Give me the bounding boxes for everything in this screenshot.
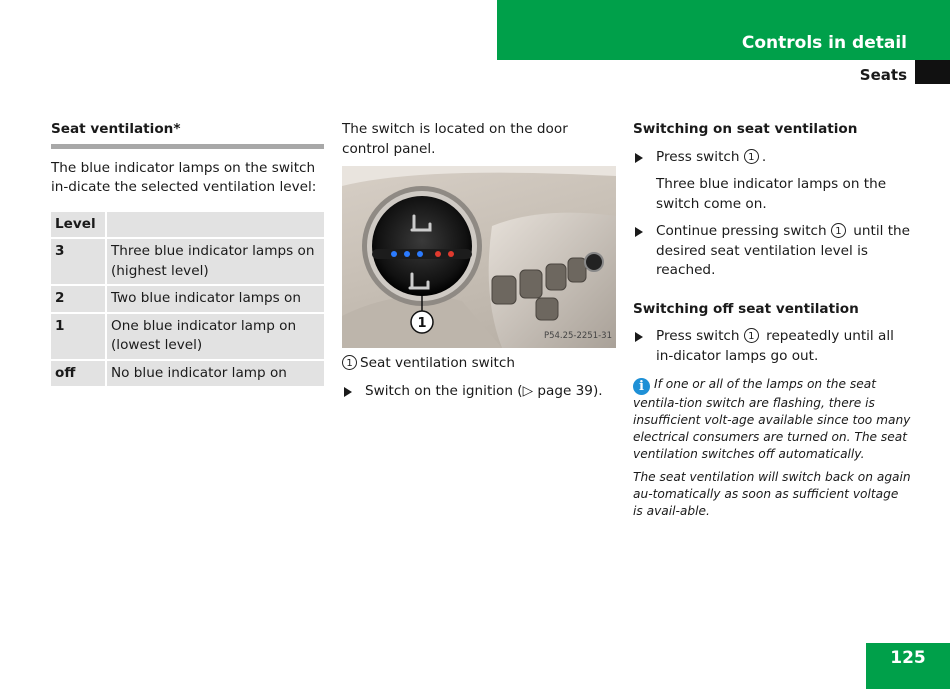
result-text: Three blue indicator lamps on the switch come on. — [656, 176, 887, 212]
table-header-empty — [105, 212, 324, 238]
switching-on-heading: Switching on seat ventilation — [633, 121, 858, 137]
seat-ventilation-heading: Seat ventilation* — [51, 121, 181, 137]
section-tab-marker — [915, 60, 950, 84]
arrow-bullet-icon — [635, 153, 643, 163]
column-3 — [633, 120, 911, 520]
page-number: 125 — [890, 648, 926, 668]
table-row — [51, 286, 324, 312]
instruction-bullet — [633, 148, 911, 168]
column-1 — [51, 120, 324, 388]
column-2 — [342, 120, 616, 401]
info-icon: i — [633, 378, 650, 395]
callout-1: 1 — [831, 223, 846, 238]
table-row — [51, 314, 324, 359]
callout-1: 1 — [744, 149, 759, 164]
table-header-row — [51, 212, 324, 238]
header-band — [497, 0, 950, 60]
instruction-text: Continue pressing switch — [656, 223, 831, 239]
heading-rule — [51, 144, 324, 149]
table-row — [51, 361, 324, 387]
switching-off-heading: Switching off seat ventilation — [633, 300, 859, 317]
info-note-text: If one or all of the lamps on the seat ventila-tion switch are flashing, there is insufficient volt-age available since too many electrical consumers are turned on. The seat ventilation switches off automatically. — [633, 377, 911, 461]
instruction-text: repeatedly until all in-dicator lamps go out. — [656, 328, 894, 364]
switch-location-text: The switch is located on the door control panel. — [342, 121, 568, 157]
arrow-bullet-icon — [635, 227, 643, 237]
table-row — [51, 239, 324, 284]
instruction-bullet — [342, 382, 616, 402]
description-cell: Three blue indicator lamps on (highest level) — [105, 239, 324, 284]
instruction-bullet — [633, 327, 911, 366]
level-cell: 1 — [51, 314, 105, 359]
chapter-title: Controls in detail — [741, 33, 907, 53]
instruction-text: until the desired seat ventilation level is reached. — [656, 223, 911, 278]
level-cell: off — [51, 361, 105, 387]
description-cell: One blue indicator lamp on (lowest level) — [105, 314, 324, 359]
door-panel-illustration — [342, 166, 616, 348]
ignition-instruction: Switch on the ignition (▷ page 39). — [365, 382, 603, 399]
callout-1: 1 — [744, 328, 759, 343]
figure-code: P54.25-2251-31 — [543, 330, 612, 341]
arrow-bullet-icon — [635, 332, 643, 342]
info-note-2: The seat ventilation will switch back on again au-tomatically as soon as sufficient voltage is avail-able. — [633, 470, 911, 518]
instruction-text: Press switch — [656, 328, 744, 344]
figure-callout-number: 1 — [417, 316, 427, 331]
info-note — [633, 376, 911, 463]
page-number-band — [866, 643, 950, 689]
description-cell: No blue indicator lamp on — [105, 361, 324, 387]
figure-caption — [342, 354, 616, 374]
level-cell: 2 — [51, 286, 105, 312]
ventilation-level-table — [51, 210, 324, 389]
description-cell: Two blue indicator lamps on — [105, 286, 324, 312]
level-cell: 3 — [51, 239, 105, 284]
intro-text: The blue indicator lamps on the switch in-dicate the selected ventilation level: — [51, 159, 317, 195]
table-header-level: Level — [51, 212, 105, 238]
instruction-bullet — [633, 222, 911, 281]
instruction-text: . — [761, 148, 767, 165]
instruction-text: Press switch — [656, 148, 744, 165]
door-control-panel-photo — [342, 166, 616, 348]
arrow-bullet-icon — [344, 387, 352, 397]
callout-1: 1 — [342, 355, 357, 370]
caption-text: Seat ventilation switch — [360, 355, 515, 371]
section-title: Seats — [859, 66, 907, 84]
